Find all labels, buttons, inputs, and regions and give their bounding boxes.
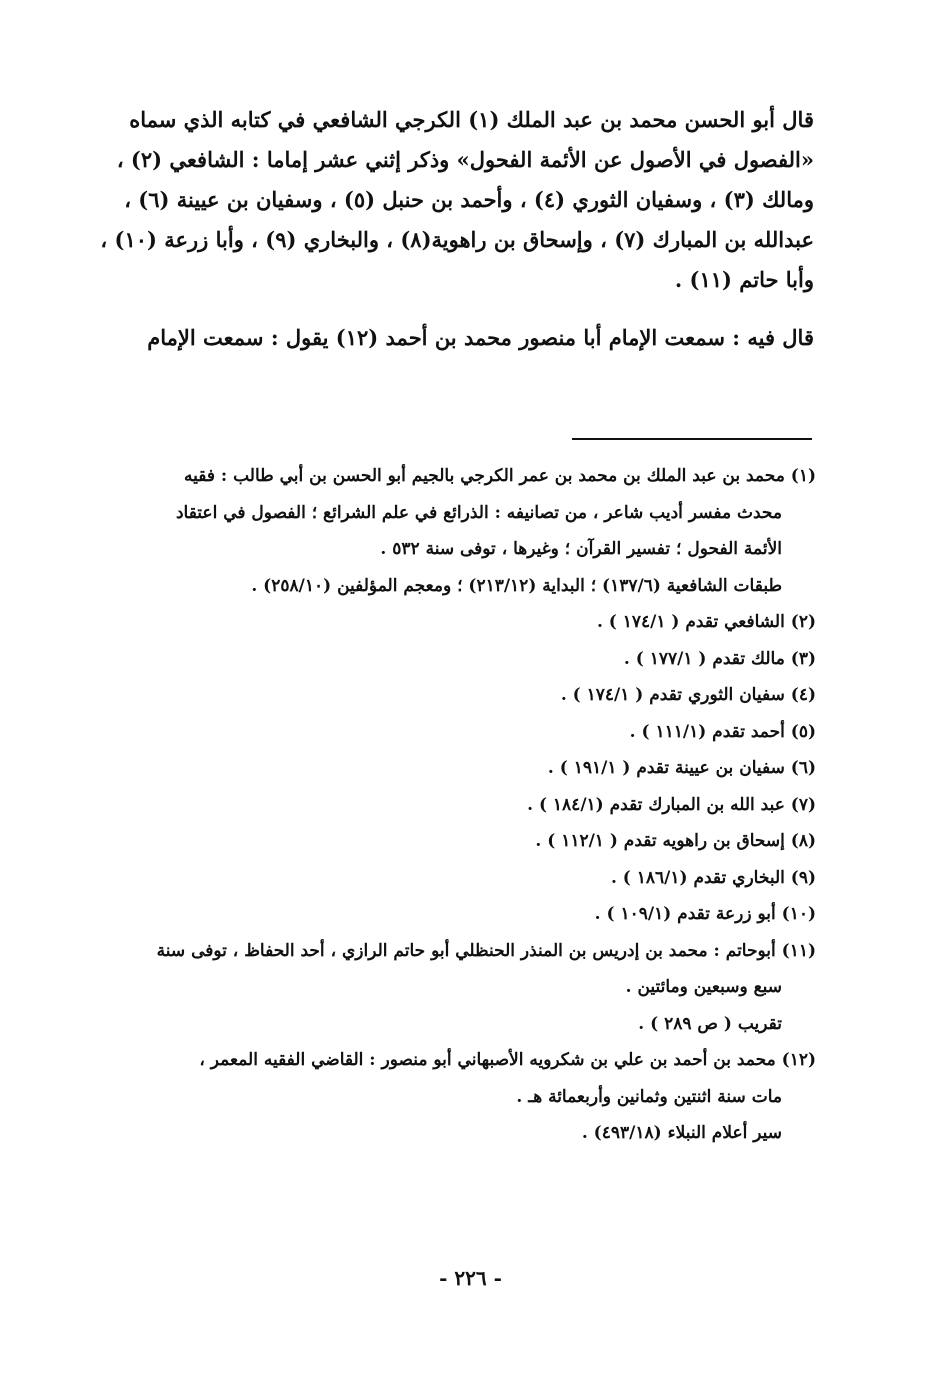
page-number: - ٢٢٦ - — [439, 1266, 502, 1290]
footnote-line: محدث مفسر أديب شاعر ، من تصانيفه : الذرائع في علم الشرائع ؛ الفصول في اعتقاد — [175, 502, 782, 523]
footnote-line: (٧) عبد الله بن المبارك تقدم (١٨٤/١ ) . — [527, 794, 816, 815]
main-text-line: قال فيه : سمعت الإمام أبا منصور محمد بن أحمد (١٢) يقول : سمعت الإمام — [147, 325, 814, 350]
footnotes — [100, 458, 816, 1152]
footnote-line: (٣) مالك تقدم ( ١٧٧/١ ) . — [623, 648, 816, 669]
footnote-line: (١) محمد بن عبد الملك بن محمد بن عمر الكرجي بالجيم أبو الحسن بن أبي طالب : فقيه — [184, 466, 816, 486]
footnote-line: (٨) إسحاق بن راهويه تقدم ( ١١٢/١ ) . — [535, 831, 816, 851]
main-paragraph — [100, 318, 814, 358]
footnote-line: (٥) أحمد تقدم (١١١/١ ) . — [629, 721, 816, 742]
main-text — [100, 100, 814, 358]
footnote-line: تقريب ( ص ٢٨٩ ) . — [638, 1013, 782, 1034]
footnote-line: (٤) سفيان الثوري تقدم ( ١٧٤/١ ) . — [560, 685, 816, 705]
footnote-line: (٢) الشافعي تقدم ( ١٧٤/١ ) . — [596, 612, 816, 632]
main-text-line: وأبا حاتم (١١) . — [674, 267, 814, 292]
main-text-line: عبدالله بن المبارك (٧) ، وإسحاق بن راهوية(٨) ، والبخاري (٩) ، وأبا زرعة (١٠) ، — [100, 227, 814, 252]
footnote-line: (٦) سفيان بن عيينة تقدم ( ١٩١/١ ) . — [547, 758, 816, 778]
footnote-line: طبقات الشافعية (١٣٧/٦) ؛ البداية (٢١٣/١٢) ؛ ومعجم المؤلفين (٢٥٨/١٠) . — [251, 575, 782, 596]
footnote-separator — [572, 438, 812, 440]
footnote-line: (١٢) محمد بن أحمد بن علي بن شكرويه الأصبهاني أبو منصور : القاضي الفقيه المعمر ، — [199, 1050, 816, 1070]
footnote-line: (١١) أبوحاتم : محمد بن إدريس بن المنذر الحنظلي أبو حاتم الرازي ، أحد الحفاظ ، توفى سنة — [156, 940, 816, 961]
main-text-line: «الفصول في الأصول عن الأئمة الفحول» وذكر إثني عشر إماما : الشافعي (٢) ، — [116, 147, 814, 172]
footnote-line: مات سنة اثنتين وثمانين وأربعمائة هـ . — [516, 1086, 782, 1107]
footnote-line: سير أعلام النبلاء (٤٩٣/١٨) . — [581, 1123, 782, 1143]
footnote-line: (٩) البخاري تقدم (١٨٦/١ ) . — [610, 867, 816, 888]
footnote-line: الأئمة الفحول ؛ تفسير القرآن ؛ وغيرها ، توفى سنة ٥٣٢ . — [380, 539, 782, 559]
main-text-line: قال أبو الحسن محمد بن عبد الملك (١) الكرجي الشافعي في كتابه الذي سماه — [129, 107, 814, 132]
main-text-line: ومالك (٣) ، وسفيان الثوري (٤) ، وأحمد بن حنبل (٥) ، وسفيان بن عيينة (٦) ، — [124, 187, 814, 212]
main-paragraph — [100, 100, 814, 300]
footnote-line: سبع وسبعين ومائتين . — [625, 977, 782, 997]
footnote-line: (١٠) أبو زرعة تقدم (١٠٩/١ ) . — [594, 904, 816, 924]
